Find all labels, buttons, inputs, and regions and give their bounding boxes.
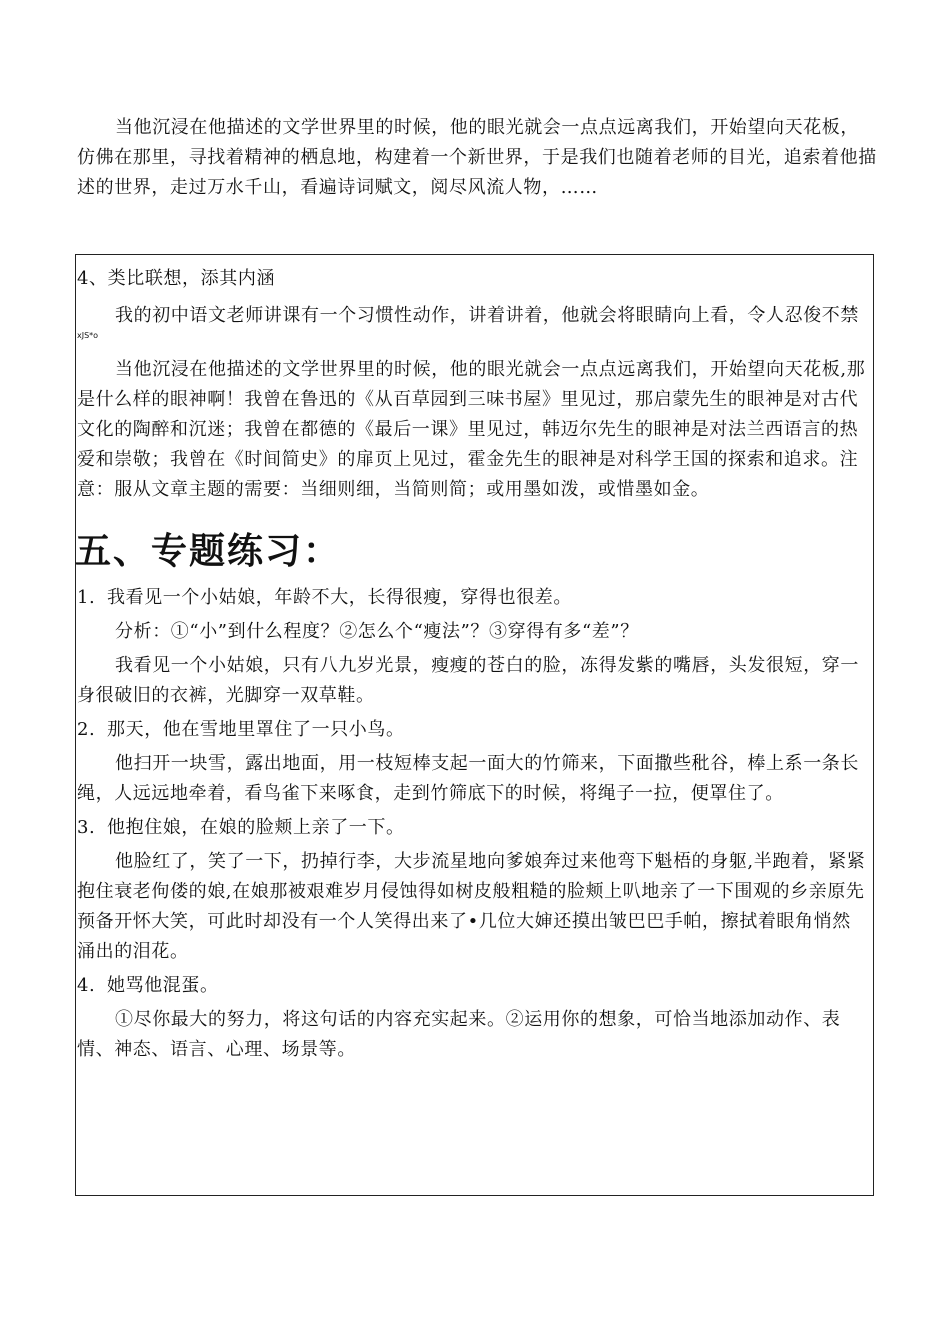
exercise-prompt [77,711,867,745]
content-box-inner [77,265,867,1065]
exercise-item-1 [77,579,867,711]
exercise-prompt [77,809,867,843]
page-title: 五、专题练习： [75,530,342,572]
exercise-answer: 我看见一个小姑娘，只有八九岁光景，瘦瘦的苍白的脸，冻得发紫的嘴唇，头发很短，穿一身很破旧的衣裤，光脚穿一双草鞋。 [77,655,859,706]
exercise-prompt [77,967,867,1001]
exercise-number: 3. [77,817,96,838]
tiny-note: xJS*o [77,331,99,340]
exercise-item-4 [77,967,867,1065]
content-box [75,254,874,1196]
section-heading: 4、类比联想，添其内涵 [77,268,276,289]
exercise-number: 1. [77,587,96,608]
exercise-prompt-text: 他抱住娘，在娘的脸颊上亲了一下。 [107,817,405,838]
exercise-answer: ①尽你最大的努力，将这句话的内容充实起来。②运用你的想象，可恰当地添加动作、表情、神态、语言、心理、场景等。 [77,1009,841,1060]
exercise-answer: 他扫开一块雪，露出地面，用一枝短棒支起一面大的竹筛来，下面撒些秕谷，棒上系一条长绳，人远远地牵着，看鸟雀下来啄食，走到竹筛底下的时候，将绳子一拉，便罩住了。 [77,753,859,804]
paragraph-1: 我的初中语文老师讲课有一个习惯性动作，讲着讲着，他就会将眼睛向上看，令人忍俊不禁 [115,305,859,326]
exercise-item-3 [77,809,867,967]
exercise-item-2 [77,711,867,809]
intro-paragraph: 当他沉浸在他描述的文学世界里的时候，他的眼光就会一点点远离我们，开始望向天花板，仿佛在那里，寻找着精神的栖息地，构建着一个新世界，于是我们也随着老师的目光，追索着他描述的世界，走过万水千山，看遍诗词赋文，阅尽风流人物，…… [77,117,877,198]
paragraph-2: 当他沉浸在他描述的文学世界里的时候，他的眼光就会一点点远离我们，开始望向天花板,那是什么样的眼神啊！我曾在鲁迅的《从百草园到三味书屋》里见过，那启蒙先生的眼神是对古代文化的陶醉和沉迷；我曾在都德的《最后一课》里见过，韩迈尔先生的眼神是对法兰西语言的热爱和崇敬；我曾在《时间简史》的扉页上见过，霍金先生的眼神是对科学王国的探索和追求。注意：服从文章主题的需要：当细则细，当简则简；或用墨如泼，或惜墨如金。 [77,359,866,500]
exercise-number: 4. [77,975,96,996]
exercise-prompt-text: 我看见一个小姑娘，年龄不大，长得很瘦，穿得也很差。 [107,587,572,608]
exercise-analysis: 分析：①“小”到什么程度？②怎么个“瘦法”？③穿得有多“差”？ [115,621,639,642]
intro-section [77,113,877,203]
exercise-prompt-text: 那天，他在雪地里罩住了一只小鸟。 [107,719,405,740]
exercise-prompt [77,579,867,613]
exercise-number: 2. [77,719,96,740]
exercise-prompt-text: 她骂他混蛋。 [107,975,219,996]
exercise-answer: 他脸红了，笑了一下，扔掉行李，大步流星地向爹娘奔过来他弯下魁梧的身躯,半跑着，紧紧抱住衰老佝偻的娘,在娘那被艰难岁月侵蚀得如树皮般粗糙的脸颊上叭地亲了一下围观的乡亲原先预备开怀大笑，可此时却没有一个人笑得出来了•几位大婶还摸出皱巴巴手帕，擦拭着眼角悄然涌出的泪花。 [77,851,866,962]
